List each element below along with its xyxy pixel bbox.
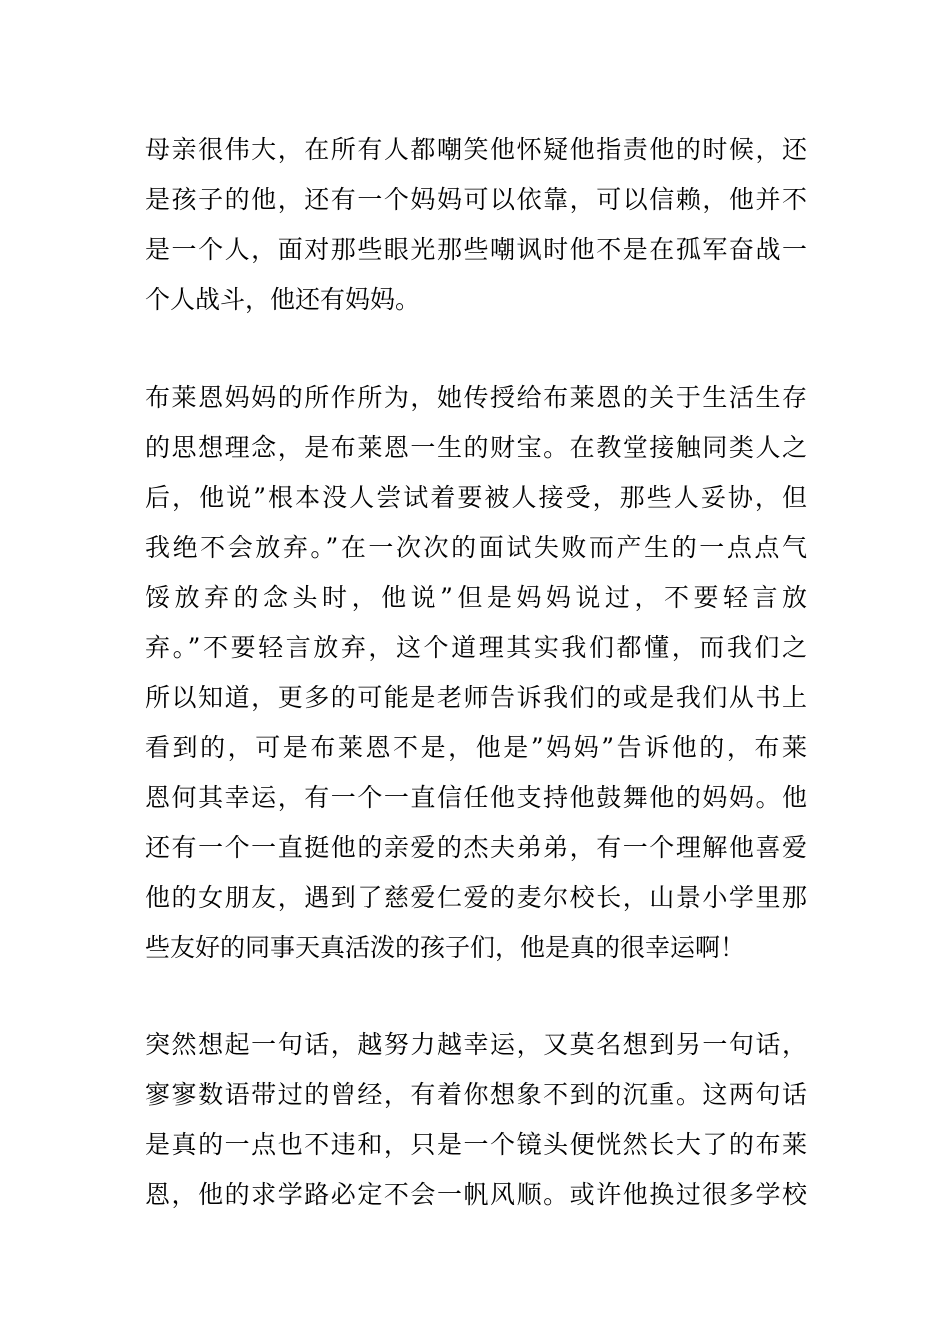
text-line: 恩何其幸运，有一个一直信任他支持他鼓舞他的妈妈。他	[145, 783, 807, 812]
text-line: 是一个人，面对那些眼光那些嘲讽时他不是在孤军奋战一	[145, 235, 807, 264]
text-line: 弃。”不要轻言放弃，这个道理其实我们都懂，而我们之	[145, 633, 807, 662]
text-line: 是真的一点也不违和，只是一个镜头便恍然长大了的布莱	[145, 1130, 807, 1159]
text-line: 恩，他的求学路必定不会一帆风顺。或许他换过很多学校	[145, 1180, 807, 1209]
text-line: 他的女朋友，遇到了慈爱仁爱的麦尔校长，山景小学里那	[145, 883, 807, 912]
text-line: 些友好的同事天真活泼的孩子们，他是真的很幸运啊！	[145, 933, 746, 962]
text-line: 寥寥数语带过的曾经，有着你想象不到的沉重。这两句话	[145, 1080, 807, 1109]
text-line: 突然想起一句话，越努力越幸运，又莫名想到另一句话，	[145, 1030, 807, 1059]
text-line: 还有一个一直挺他的亲爱的杰夫弟弟，有一个理解他喜爱	[145, 833, 807, 862]
text-line: 我绝不会放弃。”在一次次的面试失败而产生的一点点气	[145, 533, 807, 562]
text-line: 是孩子的他，还有一个妈妈可以依靠，可以信赖，他并不	[145, 185, 807, 214]
text-line: 个人战斗，他还有妈妈。	[145, 285, 421, 314]
text-line: 所以知道，更多的可能是老师告诉我们的或是我们从书上	[145, 683, 807, 712]
text-line: 馁放弃的念头时，他说”但是妈妈说过，不要轻言放	[145, 583, 807, 612]
text-line: 母亲很伟大，在所有人都嘲笑他怀疑他指责他的时候，还	[145, 135, 807, 164]
text-line: 布莱恩妈妈的所作所为，她传授给布莱恩的关于生活生存	[145, 383, 807, 412]
text-line: 看到的，可是布莱恩不是，他是”妈妈”告诉他的，布莱	[145, 733, 807, 762]
text-line: 后，他说”根本没人尝试着要被人接受，那些人妥协，但	[145, 483, 807, 512]
text-line: 的思想理念，是布莱恩一生的财宝。在教堂接触同类人之	[145, 433, 807, 462]
